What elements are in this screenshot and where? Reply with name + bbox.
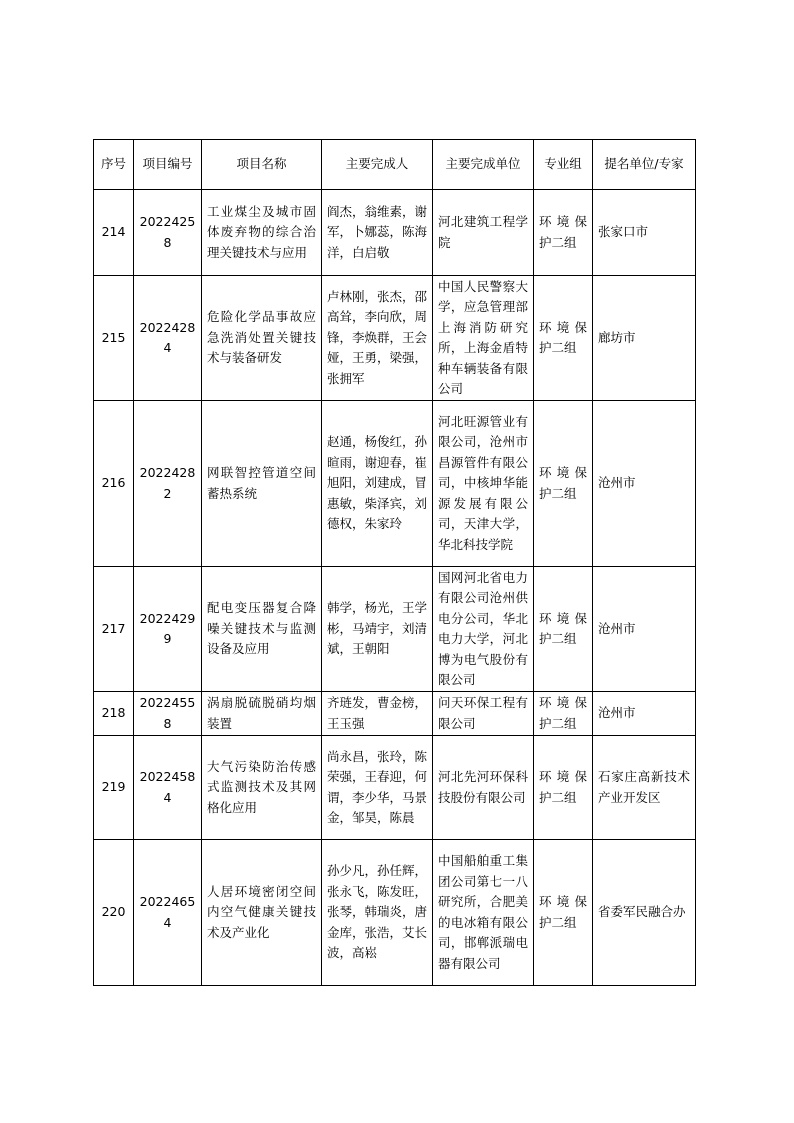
cell-people: 赵通，杨俊红，孙暄雨，谢迎春，崔旭阳，刘建成，冒惠敏，柴泽宾，刘德权，朱家玲 <box>322 401 433 567</box>
table-body <box>94 190 696 986</box>
cell-group: 环境保护二组 <box>534 190 593 276</box>
header-unit: 主要完成单位 <box>433 140 534 190</box>
cell-people: 卢林刚，张杰，邵高耸，李向欣，周锋，李焕群，王会娅，王勇，梁强，张拥军 <box>322 276 433 401</box>
table-row <box>94 276 696 401</box>
cell-no: 219 <box>94 736 134 840</box>
cell-group: 环境保护二组 <box>534 276 593 401</box>
project-table <box>93 139 696 986</box>
table-row <box>94 840 696 986</box>
cell-name: 网联智控管道空间蓄热系统 <box>202 401 322 567</box>
cell-group: 环境保护二组 <box>534 736 593 840</box>
cell-nominator: 廊坊市 <box>593 276 696 401</box>
cell-code: 20224584 <box>134 736 202 840</box>
header-nominator: 提名单位/专家 <box>593 140 696 190</box>
cell-nominator: 沧州市 <box>593 567 696 692</box>
cell-no: 214 <box>94 190 134 276</box>
cell-code: 20224284 <box>134 276 202 401</box>
cell-unit: 问天环保工程有限公司 <box>433 692 534 736</box>
cell-unit: 河北建筑工程学院 <box>433 190 534 276</box>
cell-nominator: 省委军民融合办 <box>593 840 696 986</box>
cell-no: 216 <box>94 401 134 567</box>
table-header <box>94 140 696 190</box>
cell-code: 20224558 <box>134 692 202 736</box>
cell-unit: 国网河北省电力有限公司沧州供电分公司，华北电力大学，河北博为电气股份有限公司 <box>433 567 534 692</box>
header-code: 项目编号 <box>134 140 202 190</box>
header-people: 主要完成人 <box>322 140 433 190</box>
header-row <box>94 140 696 190</box>
cell-name: 危险化学品事故应急洗消处置关键技术与装备研发 <box>202 276 322 401</box>
cell-group: 环境保护二组 <box>534 567 593 692</box>
cell-people: 孙少凡，孙任辉，张永飞，陈发旺，张琴，韩瑞炎，唐金库，张浩，艾长波，高崧 <box>322 840 433 986</box>
cell-name: 配电变压器复合降噪关键技术与监测设备及应用 <box>202 567 322 692</box>
cell-unit: 中国人民警察大学，应急管理部上海消防研究所，上海金盾特种车辆装备有限公司 <box>433 276 534 401</box>
cell-no: 217 <box>94 567 134 692</box>
cell-nominator: 张家口市 <box>593 190 696 276</box>
cell-code: 20224258 <box>134 190 202 276</box>
cell-name: 人居环境密闭空间内空气健康关键技术及产业化 <box>202 840 322 986</box>
cell-name: 工业煤尘及城市固体废弃物的综合治理关键技术与应用 <box>202 190 322 276</box>
cell-code: 20224299 <box>134 567 202 692</box>
header-name: 项目名称 <box>202 140 322 190</box>
header-no: 序号 <box>94 140 134 190</box>
table-row <box>94 567 696 692</box>
cell-group: 环境保护二组 <box>534 692 593 736</box>
cell-name: 大气污染防治传感式监测技术及其网格化应用 <box>202 736 322 840</box>
cell-no: 220 <box>94 840 134 986</box>
table-row <box>94 190 696 276</box>
table-row <box>94 401 696 567</box>
cell-unit: 河北旺源管业有限公司，沧州市昌源管件有限公司，中核坤华能源发展有限公司，天津大学，华北科技学院 <box>433 401 534 567</box>
cell-nominator: 沧州市 <box>593 692 696 736</box>
table-row <box>94 692 696 736</box>
cell-code: 20224282 <box>134 401 202 567</box>
cell-unit: 中国船舶重工集团公司第七一八研究所，合肥美的电冰箱有限公司，邯郸派瑞电器有限公司 <box>433 840 534 986</box>
cell-unit: 河北先河环保科技股份有限公司 <box>433 736 534 840</box>
table-row <box>94 736 696 840</box>
cell-nominator: 石家庄高新技术产业开发区 <box>593 736 696 840</box>
cell-nominator: 沧州市 <box>593 401 696 567</box>
cell-people: 齐琏发，曹金榜，王玉强 <box>322 692 433 736</box>
header-group: 专业组 <box>534 140 593 190</box>
cell-no: 218 <box>94 692 134 736</box>
cell-name: 涡扇脱硫脱硝均烟装置 <box>202 692 322 736</box>
cell-no: 215 <box>94 276 134 401</box>
cell-code: 20224654 <box>134 840 202 986</box>
cell-group: 环境保护二组 <box>534 840 593 986</box>
cell-people: 尚永昌，张玲，陈荣强，王春迎，何谓，李少华，马景金，邹昊，陈晨 <box>322 736 433 840</box>
cell-people: 韩学，杨光，王学彬，马靖宇，刘清斌，王朝阳 <box>322 567 433 692</box>
cell-group: 环境保护二组 <box>534 401 593 567</box>
cell-people: 阎杰，翁维素，谢军，卜娜蕊，陈海洋，白启敬 <box>322 190 433 276</box>
